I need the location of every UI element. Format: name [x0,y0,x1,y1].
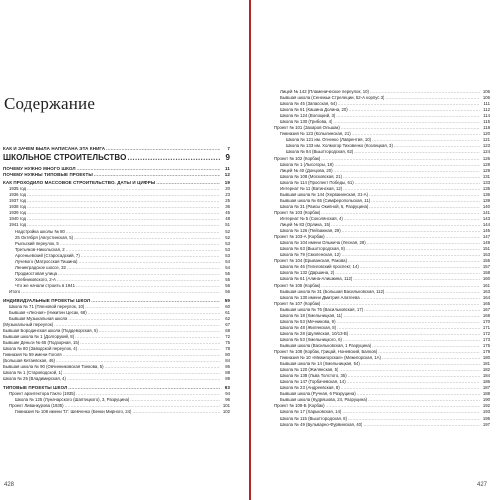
toc-entry-title: Интернат № 11 (Ватинская, 12) [280,185,343,191]
toc-entry-title: Школа № 124 (Волоцкий, 3) [280,113,336,119]
toc-entry-title: КАК ПРОХОДИЛО МАССОВОЕ СТРОИТЕЛЬСТВО. ДАТЫ И ЦИФРЫ [3,180,156,186]
page-title: Содержание [4,94,96,113]
toc-entry-title: Итого [9,288,21,294]
toc-entry-title: Школа № 132 (Даршина, 2) [280,270,335,276]
toc-entry [3,376,230,382]
toc-entry-title: Школа № 147 (Горбачевская, 14) [280,379,346,385]
toc-entry-page: 170 [482,318,490,324]
toc-entry-title: Школа № 130 (Грибова, 4) [280,119,333,125]
toc-entry-title: Что же начали строить в 1941 [15,282,75,288]
toc-entry-page: 60 [225,303,230,309]
toc-entry-page: 131 [482,173,490,179]
toc-entry-title: Школа № 46 (Гелиговский проспект, 14) [280,264,359,270]
toc-entry-page: 112 [483,107,490,113]
toc-entry-page: 197 [482,421,490,427]
dot-leader [127,152,220,163]
toc-entry-title: Школа № 1 (Староводской, 1) [3,370,63,376]
toc-entry-page: 48 [225,216,230,222]
toc-entry-title: Проект № 108 (Корбак, Грицай, Ноневский, Балков) [274,349,378,355]
toc-entry-page: 101 [222,402,230,408]
toc-entry-page: 62 [225,315,230,321]
toc-entry-title: Бывшая Музыкальная школа [9,315,68,321]
toc-entry-page: 164 [482,294,490,300]
dot-leader [21,289,220,295]
toc-entry-title: Школа № 71 (Пленовой переулок, 10) [9,303,85,309]
toc-entry-title: Школа № 133 им. Холмогор Тиховенко (Козлицкая, 3) [286,143,393,149]
book-spine [249,0,251,500]
dot-leader [132,409,220,415]
toc-entry-title: Арсеньевский (Старосадский, 7) [15,252,80,258]
toc-entry-page: 145 [482,228,490,234]
dot-leader [363,422,480,428]
toc-entry-title: Бывшие Деньги № 65 (Подзорная, 15) [3,339,80,345]
toc-entry-page: 53 [225,240,230,246]
toc-entry-page: 167 [482,306,490,312]
toc-entry-page: 120 [482,131,490,137]
toc-entry-title: Проект № 101 (Захаров Ольшак) [274,125,340,131]
toc-entry-title: Школа № 138 (Льва Толстого, 35) [280,373,347,379]
toc-entry-title: Школа № 25 (Владимирская, 4) [3,376,66,382]
toc-entry-page: 165 [482,300,490,306]
toc-entry-title: 25 Октября (Августинская, 5) [15,234,74,240]
toc-entry-page: 153 [482,252,490,258]
toc-entry-title: Школа № 28 (Шулявская, 10/13-В) [280,330,349,336]
toc-entry-page: 94 [225,390,230,396]
toc-entry-title: Школа № 130 имени Дмитрия Алатеева [280,294,360,300]
toc-entry-title: Проект архитектора Гакло (1935) [9,390,76,396]
toc-entry-page: 149 [482,240,490,246]
toc-entry-page: 11 [225,165,230,171]
toc-entry-page: 93 [224,384,230,390]
toc-entry-title: Гимназия № 59 имени Гоголя [3,351,62,357]
toc-entry [3,409,230,415]
toc-entry-page: 54 [225,258,230,264]
toc-entry-title: 1935 год [9,186,27,192]
toc-entry-title: Лицей № 83 (Орлика, 15) [280,222,331,228]
toc-entry-page: 55 [225,270,230,276]
toc-entry-page: 23 [225,192,230,198]
toc-entry-title: Проект № 102 (Корбак) [274,155,321,161]
toc-entry-page: 53 [225,246,230,252]
toc-entry-page: 118 [483,125,490,131]
toc-entry-title: Лучевого (Матросская Тишина) [15,258,78,264]
toc-entry-page: 163 [482,288,490,294]
toc-entry [274,422,490,428]
toc-entry-page: 126 [482,155,490,161]
toc-entry-title: Школа № 79 (Смоленская, 12) [280,252,341,258]
toc-entry-page: 160 [482,276,490,282]
toc-entry-title: Ленинградское шоссе, 32 [15,264,66,270]
toc-entry-title: Школа № 80 (Заводской переулок, 4) [3,345,78,351]
toc-entry-page: 180 [482,355,490,361]
toc-entry-page: 51 [225,222,230,228]
toc-entry-page: 175 [482,342,490,348]
toc-entry-title: Бывшая школа № 144 (Херванинская, 31-А) [280,191,369,197]
toc-entry-title: Бывшая школа № 31 (Большая Васильковская, 112) [280,288,385,294]
toc-entry-page: 171 [482,324,490,330]
toc-entry-page: 144 [482,222,490,228]
toc-entry-title: Проект Ливанкурова (1935) [9,402,64,408]
toc-entry-title: Школа № 53 (Мечникова, 9) [280,318,336,324]
toc-entry-page: 84 [225,358,230,363]
toc-entry-page: 115 [483,119,490,125]
toc-entry-page: 68 [225,327,230,333]
toc-entry-title: Школа № 125 (Луначарского (Шаптицкого), 3, Разруцина) [15,396,130,402]
toc-entry-title: Гимназия № 108 имени Т.Г. Шевченко (Бенки Мирного, 24) [15,408,132,414]
toc-entry-title: (Большая Китаевская, 46) [3,358,55,363]
toc-entry-page: 190 [482,397,490,403]
toc-entry-title: Школа № 63 (Выштгородская, 8) [280,246,345,252]
toc-entry-page: 155 [482,258,490,264]
toc-entry-page: 182 [482,367,490,373]
toc-entry-page: 172 [482,330,490,336]
toc-entry-page: 188 [482,391,490,397]
toc-entry [3,152,230,163]
toc-entry-title: ШКОЛЬНОЕ СТРОИТЕЛЬСТВО [3,153,127,163]
toc-entry-title: Школа № 23 (Андреевская, 8) [280,385,340,391]
toc-entry-page: 96 [225,396,230,402]
left-page [0,0,248,500]
toc-entry-title: Школа № 114 (Проспект Победы, 61) [280,179,354,185]
toc-entry-title: 1937 год [9,198,27,204]
toc-entry-page: 52 [225,228,230,234]
toc-entry-title: Проект № 107 (Корбак) [274,300,321,306]
toc-entry-title: Школа № 104 имени Ольжича (Лесная, 28) [280,240,366,246]
toc-entry-title: КАК И ЗАЧЕМ БЫЛА НАПИСАНА ЭТА КНИГА [3,146,106,151]
toc-entry-page: 161 [482,282,490,288]
toc-entry-title: Школа № 61 (Алина-Алишкина, 112) [280,276,353,282]
toc-entry-page: 111 [483,101,490,107]
toc-entry-title: Бывшая школа № 90 (Овчинниковская Тонкова, 5) [3,364,104,370]
toc-entry-title: Бывшая школа № 65 (Симферопольская, 11) [280,197,371,203]
toc-entry-title: Проект № 103 (Корбак) [274,209,321,215]
toc-entry-title: ИНДИВИДУАЛЬНЫЕ ПРОЕКТЫ ШКОЛ [3,297,91,303]
toc-entry-page: 184 [482,373,490,379]
toc-entry-page: 179 [482,349,490,355]
toc-entry-page: 133 [482,179,490,185]
toc-entry-page: 121 [482,137,490,143]
toc-entry-page: 143 [482,215,490,221]
toc-entry-title: Бывшая школа (Ручная, 6 Разруцина) [280,391,356,397]
toc-entry-title: 1941 год [9,222,27,228]
toc-entry-page: 192 [482,403,490,409]
toc-entry-title: Школа № 108 (Московская, 21) [280,173,343,179]
toc-entry-title: Школа № 121 им. Огненко (Лаврентия, 10) [286,137,372,143]
toc-list-right [274,89,490,428]
toc-entry-title: Школа № 126 (Пейзажная, 29) [280,228,341,234]
toc-entry-title: Третьяков-Никольская, 2 [15,246,65,252]
toc-entry-title: Школа № 45 (Запасская, 64) [280,101,337,107]
toc-entry-page: 61 [225,309,230,315]
toc-entry-title: Школа № 84 (Выштгородская, 62) [286,149,354,155]
toc-entry-title: ТИПОВЫЕ ПРОЕКТЫ ШКОЛ [3,384,68,390]
toc-entry-title: Школа № 49 (Бульварно-Фурвинская, 40) [280,421,363,427]
toc-entry-page: 106 [482,95,490,101]
toc-entry-title: Бывшая школа (Кудряшова, 24, Разруцина) [280,397,368,403]
toc-entry-page: 45 [225,210,230,216]
toc-entry-page: 181 [482,361,490,367]
toc-entry-title: Проект № 108-Б (Корбак) [274,403,325,409]
toc-entry-page: 157 [482,264,490,270]
toc-entry-page: 54 [225,264,230,270]
toc-entry-page: 141 [482,209,490,215]
toc-entry-title: Школа № 53 (Хмельницкого, 6) [280,336,342,342]
toc-entry-page: 135 [482,185,490,191]
toc-entry-page: 173 [482,336,490,342]
toc-entry-title: Проект № 103-А (Корбак) [274,234,325,240]
toc-entry-title: Школа № 61 (Кашина Долина, 20) [280,107,348,113]
toc-entry-page: 129 [482,167,490,173]
toc-entry-page: 52 [225,234,230,240]
toc-entry-title: Бывшая «Лесная» (Никитин Цесак, 68) [9,309,87,315]
toc-entry-title: Проект № 104 (Ерыванская, Ракова) [274,258,347,264]
toc-entry-title: Бывшая школа № 76 (Васильковская, 17) [280,306,364,312]
toc-entry-page: 88 [225,370,230,376]
toc-entry-title: Школа № 115 (Выштгородская, 8) [280,415,348,421]
toc-entry-page: 193 [482,409,490,415]
toc-entry-page: 89 [225,376,230,382]
toc-entry-title: ПОЧЕМУ НУЖНЫ ТИПОВЫЕ ПРОЕКТЫ [3,171,93,177]
toc-entry-page: 158 [482,270,490,276]
toc-entry-title: 1936 год [9,192,27,198]
toc-entry-title: Гимназия № 123 (Копылинская, 21) [280,131,351,137]
toc-entry-page: 25 [225,198,230,204]
toc-entry-title: Бывшая Бородинская школа (Поддеворская, 5) [3,327,98,333]
toc-entry-page: 56 [225,282,230,288]
toc-entry-page: 147 [482,234,490,240]
toc-entry-title: Школа № 48 (Жилянская, 8) [280,324,337,330]
toc-entry-page: 7 [227,146,230,151]
page-number-left: 428 [4,482,15,488]
toc-entry-title: Лицей № 40 (Донцова, 20) [280,167,333,173]
toc-entry-title: Бывшая школа № 1 (Долгорукий, 8) [3,333,75,339]
toc-entry-title: Интернат № 5 (Соколянская, 4) [280,215,343,221]
toc-entry-title: 1938 год [9,204,27,210]
toc-entry-page: 151 [482,246,490,252]
toc-entry-page: 140 [482,203,490,209]
toc-entry-page: 12 [224,171,230,177]
toc-entry-title: Школа № 18 (Хмельницкая, 11) [280,312,343,318]
toc-entry-title: Рыльский переулок, 5 [15,240,59,246]
toc-entry-title: Проект № 105 (Корбак) [274,282,321,288]
toc-entry-title: Школа № 31 (Раисы Окипной, 6, Разруцина) [280,203,369,209]
toc-entry-page: 102 [222,408,230,414]
toc-entry-page: 80 [225,351,230,357]
right-page [252,0,500,500]
toc-entry-page: 136 [482,191,490,197]
toc-entry-page: 128 [482,161,490,167]
toc-entry-page: 53 [225,252,230,258]
toc-entry-title: Продмостовая улица [15,270,58,276]
toc-entry-title: Хлебниковского, 2-А [15,276,56,282]
toc-entry-page: 56 [225,288,230,294]
toc-entry-title: Надстройка школы № 80 [15,228,65,234]
toc-entry-page: 168 [482,312,490,318]
toc-entry-title: (Музыкальный переулок) [3,321,54,327]
toc-entry-title: Школа № 17 (Харьковская, 14) [280,409,342,415]
toc-entry-page: 9 [225,153,230,163]
toc-entry-page: 123 [482,143,490,149]
toc-entry-page: 55 [225,276,230,282]
dot-leader [67,376,220,382]
toc-entry-page: 19 [224,180,230,186]
toc-entry-page: 139 [482,197,490,203]
toc-entry-title: ПОЧЕМУ НУЖНО МНОГО ШКОЛ [3,165,76,171]
toc-entry-page: 114 [483,113,490,119]
toc-entry-title: Школа № 120 (Жилянская, 5) [280,367,339,373]
toc-entry-page: 59 [224,297,230,303]
toc-entry-page: 67 [225,321,230,327]
toc-entry-page: 86 [225,364,230,370]
toc-entry-page: 186 [482,379,490,385]
toc-entry-title: Лицей № 142 (Пламеническое переулок, 10) [280,89,369,94]
toc-entry-title: Бывшая школа № 14 (Хмельницкая, 54) [280,361,360,367]
toc-entry-page: 72 [225,333,230,339]
page-number-right: 427 [477,482,488,488]
toc-entry-title: Бывшая школа (Сенежьи Стрелеции, 52-А корпус 3) [280,95,385,101]
toc-entry-page: 75 [225,339,230,345]
toc-entry-title: Школа № 1 (Лысогоры, 18) [280,161,334,167]
toc-list-left [3,146,230,415]
dot-leader [94,172,220,178]
toc-entry-title: 1940 год [9,216,27,222]
toc-entry-page: 78 [225,345,230,351]
toc-entry-page: 187 [482,385,490,391]
toc-entry-title: Бывшая школа (Васильковская, 1 Разруцина) [280,342,372,348]
toc-entry-page: 106 [482,89,490,94]
toc-entry-page: 124 [482,149,490,155]
toc-entry-title: 1939 год [9,210,27,216]
toc-entry-page: 195 [482,415,490,421]
toc-entry [3,172,230,178]
toc-entry [3,289,230,295]
toc-entry-title: Гимназия № 10 «Межигорская» (Межигорская, 1А) [280,355,381,361]
toc-entry-page: 36 [225,204,230,210]
toc-entry-page: 20 [225,186,230,192]
